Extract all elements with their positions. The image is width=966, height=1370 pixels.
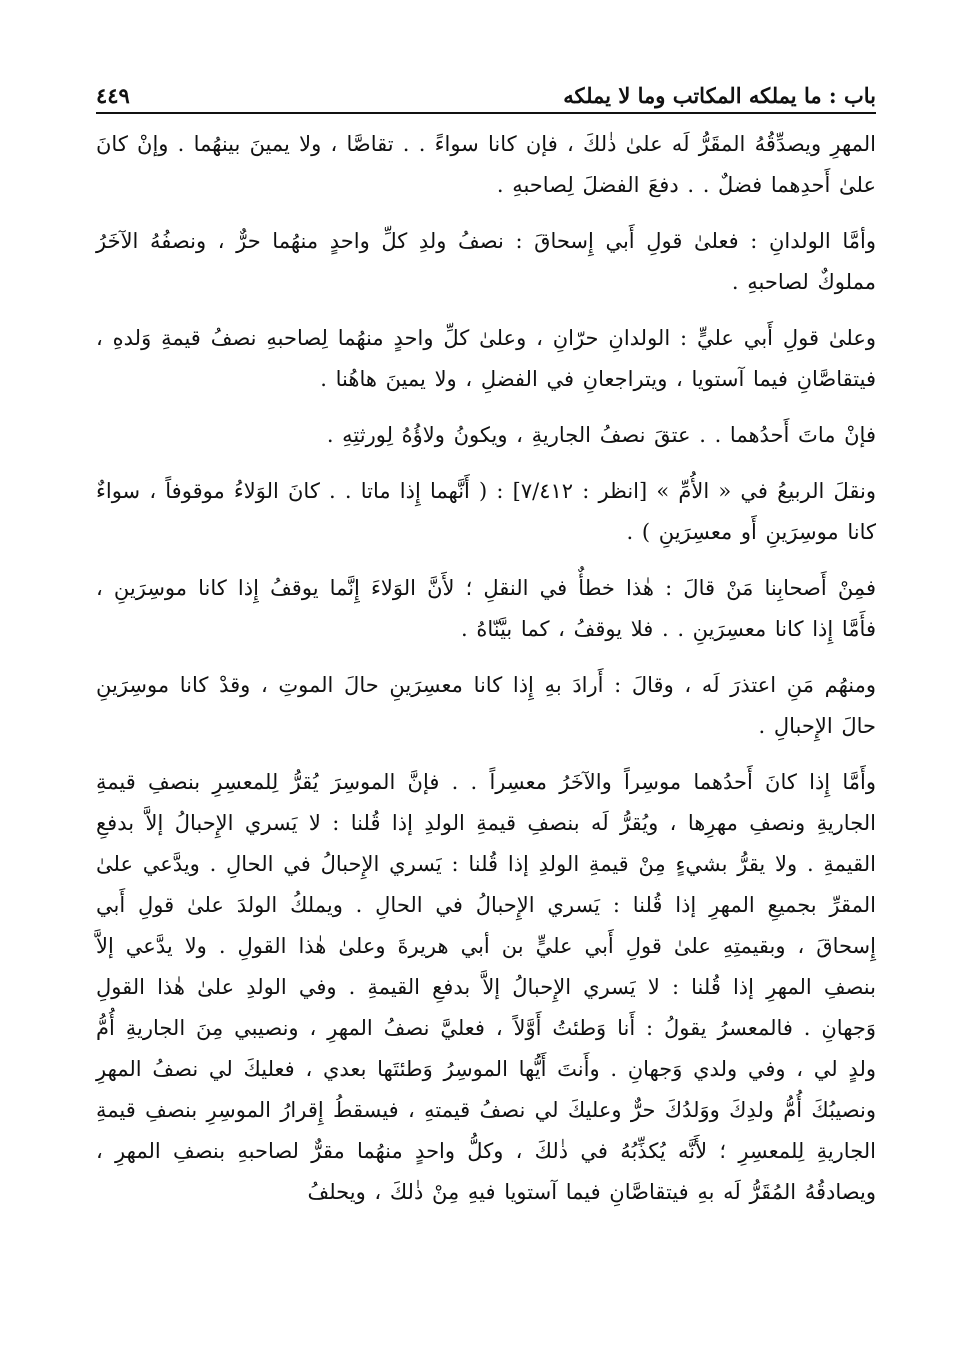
header-rule — [96, 112, 876, 114]
paragraph: فمِنْ أَصحابِنا مَنْ قالَ : هٰذا خطأٌ في النقلِ ؛ لأَنَّ الوَلاءَ إِنَّما يوقفُ إِذا كانا موسِرَينِ ، فأَمَّا إِذا كانا معسِرَينِ . . فلا يوقفُ ، كما بيَّنّاهُ . — [96, 576, 876, 641]
paragraph: ومنهُم مَنِ اعتذرَ لَه ، وقالَ : أَرادَ بهِ إِذا كانا معسِرَينِ حالَ الموتِ ، وقدْ كانا موسِرَينِ حالَ الإِحبالِ . — [96, 673, 876, 738]
paragraph: وأَمَّا إِذا كانَ أَحدُهما موسِراً والآخَرُ معسِراً . . فإنَّ الموسِرَ يُقرُّ لِلمعسِرِ بنصفِ قيمةِ الجاريةِ ونصفِ مهرِها ، ويُقرُّ لَه بنصفِ قيمةِ الولدِ إذا قُلنا : لا يَسري الإِحبالُ إلاَّ بدفعِ القيمةِ . ولا يقرُّ بشيءٍ مِنْ قيمةِ الولدِ إذا قُلنا : يَسري الإِحبالُ في الحالِ . ويدَّعي علىٰ المقرِّ بجميعِ المهرِ إذا قُلنا : يَسري الإِحبالُ في الحالِ . ويملكُ الولدَ علىٰ قولِ أَبي إِسحاقَ ، وبقيمتِهِ علىٰ قولِ أَبي عليٍّ بن أبي هريرةَ وعلىٰ هٰذا القولِ . ولا يدَّعي إلاَّ بنصفِ المهرِ إذا قُلنا : لا يَسري الإِحبالُ إلاَّ بدفعِ القيمةِ . وفي الولدِ علىٰ هٰذا القولِ وَجهانِ . فالمعسرُ يقولُ : أَنا وَطئتُ أَوَّلاً ، فعليَّ نصفُ المهرِ ، ونصيبي مِنَ الجاريةِ أُمُّ ولدٍ لي ، وفي ولدي وَجهانِ . وأَنتَ أَيُّها الموسِرُ وَطئتَها بعدي ، فعليكَ لي نصفُ المهرِ ونصيبُكَ أُمُّ ولدِكَ ووَلدُكَ حرٌّ وعليكَ لي نصفُ قيمتهِ ، فيسقطُ إِقرارُ الموسِرِ بنصفِ قيمةِ الجاريةِ لِلمعسِرِ ؛ لأَنَّه يُكذِّبُهُ في ذٰلكَ ، وكلُّ واحدٍ منهُما مقرٌّ لصاحبهِ بنصفِ المهرِ ، ويصادقُهُ المُقَرُّ لَه بهِ فيتقاصَّانِ فيما آستويا فيهِ مِنْ ذٰلكَ ، ويحلفُ — [96, 770, 876, 1204]
chapter-title: باب : ما يملكه المكاتب وما لا يملكه — [563, 83, 876, 108]
paragraph: المهرِ ويصدِّقُهُ المقَرُّ لَه علىٰ ذٰلكَ ، فإن كانا سواءً . . تقاصَّا ، ولا يمينَ بينهُما . وإنْ كانَ علىٰ أَحدِهما فضلٌ . . دفعَ الفضلَ لِصاحبهِ . — [96, 132, 876, 197]
page — [96, 70, 876, 1228]
paragraph: ونقلَ الربيعُ في « الأُمِّ » [انظر : ٧/٤١٢] : ( أَنَّهما إِذا ماتا . . كانَ الوَلاءُ موقوفاً ، سواءٌ كانا موسِرَينِ أَو معسِرَينِ ) . — [96, 479, 877, 544]
paragraph: فإنْ ماتَ أَحدُهما . . عتقَ نصفُ الجاريةِ ، ويكونُ ولاؤُهُ لِورثتِهِ . — [326, 423, 876, 447]
paragraph: وأمَّا الولدانِ : فعلىٰ قولِ أَبي إِسحاقَ : نصفُ ولدِ كلِّ واحدٍ منهُما حرٌّ ، ونصفُهُ الآخَرُ مملوكٌ لصاحبهِ . — [96, 229, 876, 294]
page-number: ٤٤٩ — [96, 83, 130, 108]
running-header — [96, 70, 876, 112]
paragraph: وعلىٰ قولِ أَبي عليٍّ : الولدانِ حرّانِ ، وعلىٰ كلِّ واحدٍ منهُما لِصاحبهِ نصفُ قيمةِ وَلدهِ ، فيتقاصَّانِ فيما آستويا ، ويتراجعانِ في الفضلِ ، ولا يمينَ هاهُنا . — [96, 326, 876, 391]
